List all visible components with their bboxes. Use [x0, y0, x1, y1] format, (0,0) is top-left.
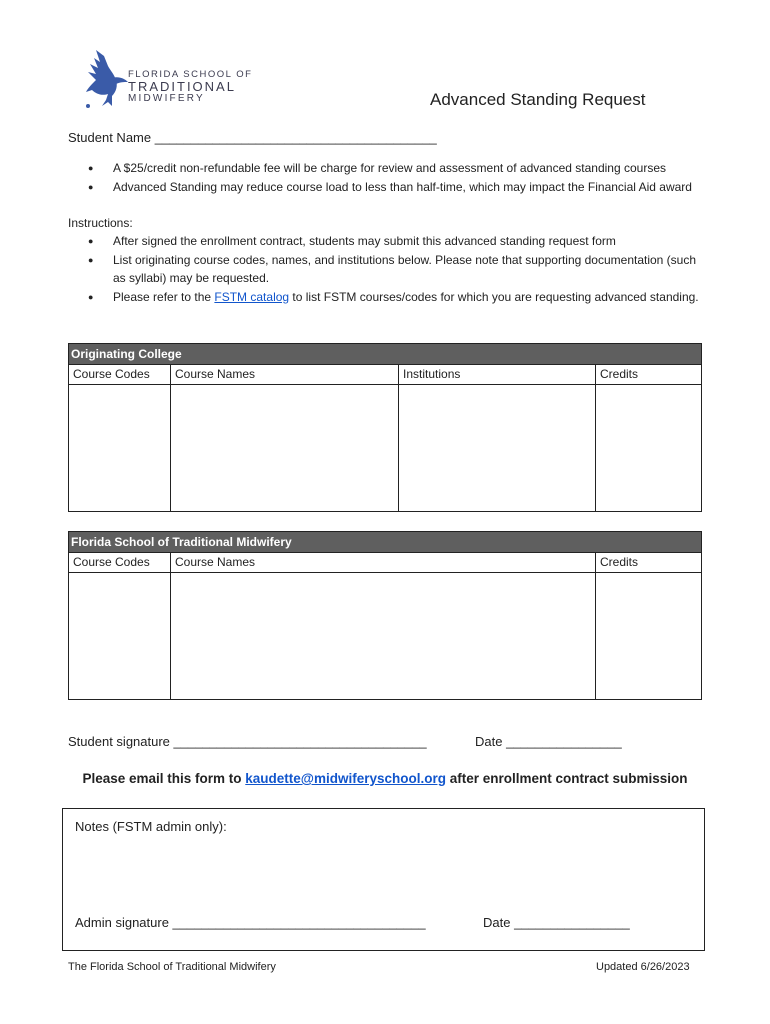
column-header: Course Codes [69, 365, 171, 385]
email-notice [0, 771, 770, 786]
financial-aid-bullet: ● Advanced Standing may reduce course load to less than half-time, which may impact the Financial Aid award [68, 178, 708, 197]
fee-bullet: ● A $25/credit non-refundable fee will be charge for review and assessment of advanced standing courses [68, 159, 708, 178]
heron-bird-icon [82, 48, 130, 110]
email-link[interactable]: kaudette@midwiferyschool.org [245, 771, 446, 786]
admin-date-field[interactable]: Date ________________ [483, 915, 630, 930]
logo-line-2: TRADITIONAL [128, 78, 236, 94]
instruction-item: ● After signed the enrollment contract, students may submit this advanced standing request form [68, 232, 708, 251]
course-codes-cell[interactable] [69, 385, 171, 512]
admin-notes-box[interactable] [62, 808, 705, 951]
student-signature-field[interactable]: Student signature ___________________________________ [68, 734, 427, 749]
email-notice-text: after enrollment contract submission [445, 771, 688, 786]
footer-updated-date: Updated 6/26/2023 [596, 961, 690, 973]
institutions-cell[interactable] [399, 385, 596, 512]
notes-label: Notes (FSTM admin only): [75, 819, 227, 834]
column-header: Course Codes [69, 553, 171, 573]
credits-cell[interactable] [596, 573, 702, 700]
column-header: Credits [596, 553, 702, 573]
fee-info-section [68, 159, 708, 196]
fstm-catalog-link[interactable]: FSTM catalog [214, 289, 290, 304]
student-date-field[interactable]: Date ________________ [475, 734, 622, 749]
column-header: Institutions [399, 365, 596, 385]
instruction-item [68, 288, 708, 307]
email-notice-text: Please email this form to [82, 771, 246, 786]
instructions-heading: Instructions: [68, 216, 133, 230]
course-names-cell[interactable] [171, 573, 596, 700]
instruction-text: Please refer to the [113, 289, 215, 304]
column-header: Course Names [171, 365, 399, 385]
instructions-section [68, 232, 708, 306]
course-codes-cell[interactable] [69, 573, 171, 700]
table-header: Florida School of Traditional Midwifery [69, 532, 702, 553]
originating-college-table [68, 343, 702, 512]
footer-school-name: The Florida School of Traditional Midwifery [68, 961, 276, 973]
admin-signature-field[interactable]: Admin signature ___________________________________ [75, 915, 426, 930]
logo-line-3: MIDWIFERY [128, 92, 205, 104]
logo-wordmark [128, 70, 252, 104]
fstm-table [68, 531, 702, 700]
page-title: Advanced Standing Request [430, 90, 646, 109]
column-header: Credits [596, 365, 702, 385]
credits-cell[interactable] [596, 385, 702, 512]
instruction-item: ● List originating course codes, names, and institutions below. Please note that supporting documentation (such as syllabi) may be requested. [68, 251, 708, 288]
logo-line-1: FLORIDA SCHOOL OF [128, 69, 253, 80]
course-names-cell[interactable] [171, 385, 399, 512]
column-header: Course Names [171, 553, 596, 573]
table-header: Originating College [69, 344, 702, 365]
instruction-text: to list FSTM courses/codes for which you are requesting advanced standing. [289, 289, 699, 304]
student-name-field[interactable]: Student Name _______________________________________ [68, 130, 437, 145]
